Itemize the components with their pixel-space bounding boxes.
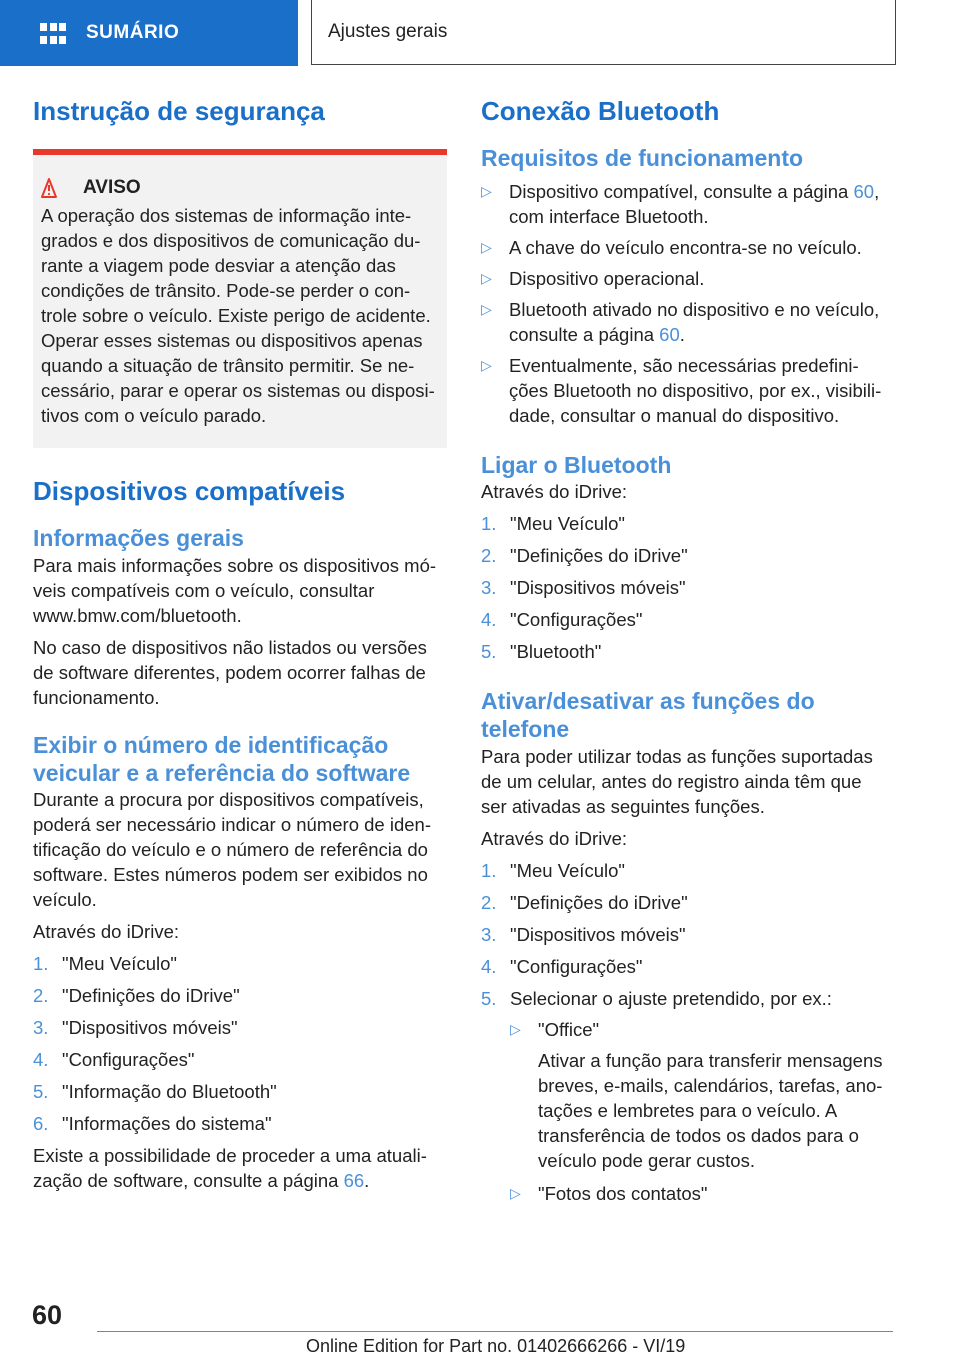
list-item: 3. "Dispositivos móveis"	[481, 577, 686, 599]
warning-box	[33, 149, 447, 448]
list-item: 3. "Dispositivos móveis"	[481, 923, 686, 945]
update-paragraph: Existe a possibilidade de proceder a uma atuali- zação de software, consulte a página 66.	[33, 1145, 427, 1192]
list-item: 5. Selecionar o ajuste pretendido, por ex.:	[481, 987, 832, 1009]
bullet-triangle-icon: ▷	[510, 1020, 521, 1037]
list-item: ▷ Dispositivo operacional.	[481, 267, 705, 289]
phone-paragraph: Para poder utilizar todas as funções suportadas de um celular, antes do registro ainda têm que ser ativadas as seguintes funções.	[481, 745, 873, 817]
bullet-triangle-icon: ▷	[481, 238, 492, 255]
page-header	[0, 0, 960, 66]
vin-heading: Exibir o número de identificação veicular e a referência do software	[33, 731, 411, 786]
general-heading: Informações gerais	[33, 525, 244, 552]
bullet-triangle-icon: ▷	[481, 356, 492, 373]
requirements-list	[481, 179, 893, 428]
list-item: 2. "Definições do iDrive"	[33, 985, 240, 1007]
list-item: 3. "Dispositivos móveis"	[33, 1017, 238, 1039]
vin-steps-list	[33, 951, 447, 1136]
list-item: ▷ Bluetooth ativado no dispositivo e no veículo, consulte a página 60.	[481, 298, 880, 345]
contents-button[interactable]	[0, 0, 298, 66]
edition-text: Online Edition for Part no. 01402666266 - VI/19	[306, 1336, 686, 1356]
requirements-heading: Requisitos de funcionamento	[481, 145, 804, 172]
bullet-triangle-icon: ▷	[481, 300, 492, 317]
general-paragraph-2: No caso de dispositivos não listados ou versões de software diferentes, podem ocorrer falhas de funcionamento.	[33, 636, 427, 708]
left-column	[33, 96, 447, 1193]
contents-label: SUMÁRIO	[86, 22, 180, 43]
page-link-66[interactable]: 66	[343, 1170, 365, 1192]
warning-triangle-icon	[41, 177, 73, 199]
list-item: ▷ "Office" Ativar a função para transferir mensagens breves, e-mails, calendários, tarefas, ano- tações e lembretes para o veículo. A transferência de todos os dados para o veículo pode gerar custos.	[510, 1018, 883, 1171]
list-item: ▷ "Fotos dos contatos"	[510, 1182, 708, 1204]
list-item: ▷ Dispositivo compatível, consulte a página 60, com interface Bluetooth.	[481, 180, 880, 227]
page-link-60[interactable]: 60	[659, 323, 680, 345]
devices-heading: Dispositivos compatíveis	[33, 476, 346, 507]
settings-sublist	[510, 1017, 893, 1206]
general-paragraph-1: Para mais informações sobre os dispositivos mó- veis compatíveis com o veículo, consultar www.bmw.com/bluetooth.	[33, 554, 437, 626]
connect-steps-list	[481, 511, 893, 664]
phone-functions-heading: Ativar/desativar as funções do telefone	[481, 688, 815, 742]
list-item: 4. "Configurações"	[481, 609, 643, 631]
section-title: Ajustes gerais	[328, 21, 448, 42]
list-item: 4. "Configurações"	[481, 955, 643, 977]
list-item: 2. "Definições do iDrive"	[481, 545, 688, 567]
phone-steps-list	[481, 858, 893, 1011]
via-idrive-text: Através do iDrive:	[481, 827, 627, 849]
right-column	[481, 96, 893, 1206]
list-item: 4. "Configurações"	[33, 1049, 195, 1071]
list-item: 1. "Meu Veículo"	[33, 953, 177, 975]
list-item: ▷ Eventualmente, são necessárias predefini- ções Bluetooth no dispositivo, por ex., visibili- dade, consultar o manual do dispositivo.	[481, 354, 882, 426]
list-item: 5. "Informação do Bluetooth"	[33, 1081, 277, 1103]
bullet-triangle-icon: ▷	[510, 1184, 521, 1201]
via-idrive-text: Através do iDrive:	[33, 921, 179, 943]
connect-heading: Ligar o Bluetooth	[481, 451, 672, 478]
safety-heading: Instrução de segurança	[33, 96, 325, 126]
vin-paragraph: Durante a procura por dispositivos compatíveis, poderá ser necessário indicar o número de iden- tificação do veículo e o número de referência do software. Estes números podem ser exibidos no veículo.	[33, 789, 431, 911]
grid-icon	[40, 22, 66, 44]
bluetooth-heading: Conexão Bluetooth	[481, 96, 720, 126]
list-item: 1. "Meu Veículo"	[481, 513, 625, 535]
list-item: 5. "Bluetooth"	[481, 641, 602, 663]
list-item: 6. "Informações do sistema"	[33, 1113, 272, 1135]
list-item: 2. "Definições do iDrive"	[481, 891, 688, 913]
page-number: 60	[32, 1300, 63, 1330]
bullet-triangle-icon: ▷	[481, 182, 492, 199]
via-idrive-text: Através do iDrive:	[481, 481, 627, 503]
warning-title: AVISO	[83, 177, 141, 199]
list-item: ▷ A chave do veículo encontra-se no veículo.	[481, 236, 862, 258]
page-link-60[interactable]: 60	[853, 180, 875, 202]
footer-divider	[97, 1331, 893, 1332]
section-title-tab	[311, 0, 896, 65]
warning-text: A operação dos sistemas de informação inte- grados e dos dispositivos de comunicação du- rante a viagem pode desviar a atenção das condições de trânsito. Pode-se perder o con- trole sobre o veículo. Existe perigo de acidente. Operar esses sistemas ou dispositivos apenas quando a situação de trânsito permitir. Se ne- cessário, parar e operar os sistemas ou disposi- tivos com o veículo parado.	[41, 205, 435, 427]
bullet-triangle-icon: ▷	[481, 269, 492, 286]
list-item: 1. "Meu Veículo"	[481, 859, 625, 881]
